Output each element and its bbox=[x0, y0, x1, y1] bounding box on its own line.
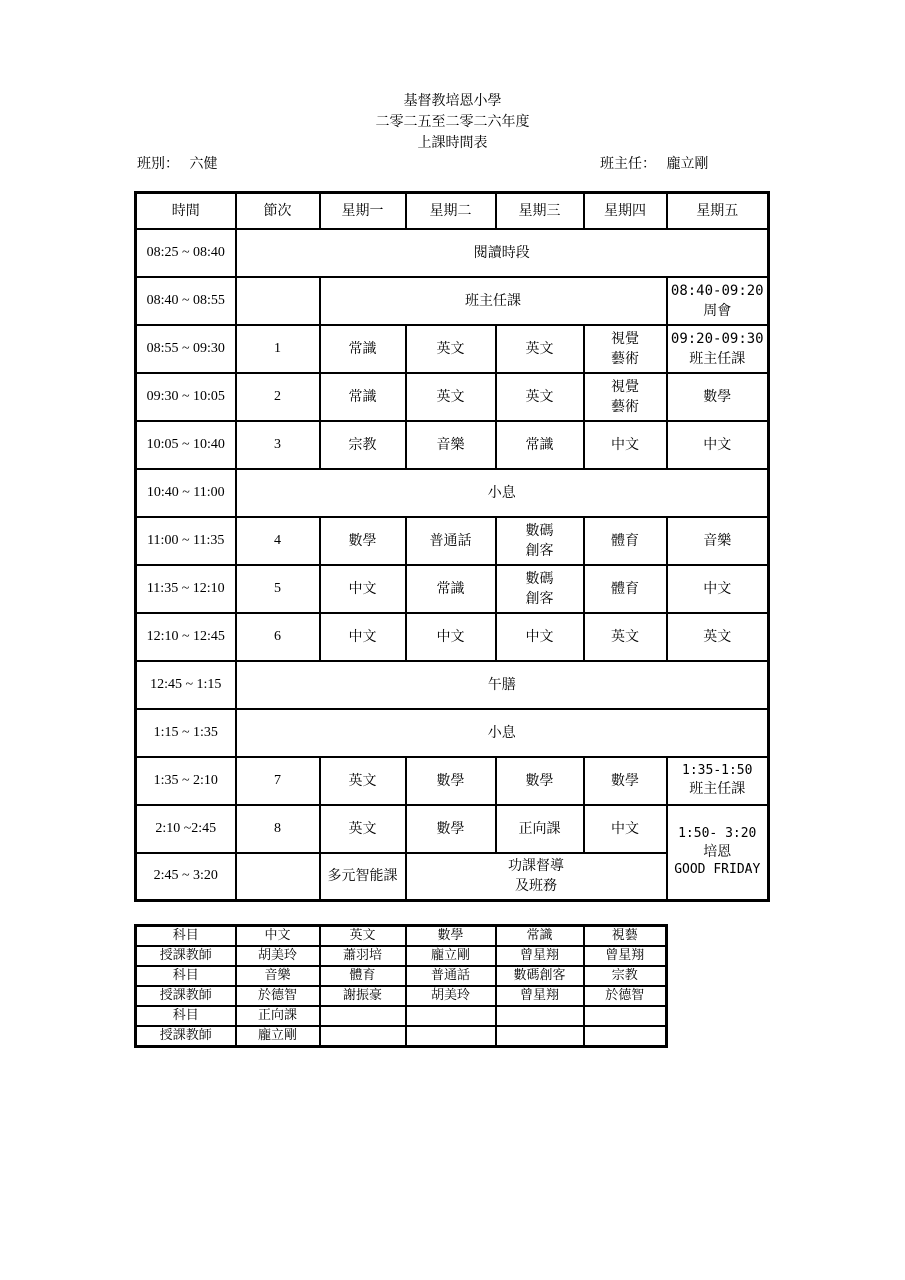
teacher-row bbox=[136, 946, 667, 966]
empty-cell bbox=[320, 1006, 406, 1026]
thu-line2: 藝術 bbox=[611, 350, 639, 367]
fri-label: 培恩 bbox=[703, 844, 732, 861]
tue-cell: 數學 bbox=[406, 805, 496, 853]
homework-line1: 功課督導 bbox=[508, 858, 564, 875]
tue-cell: 中文 bbox=[406, 613, 496, 661]
homework-line2: 及班務 bbox=[515, 878, 557, 895]
class-info bbox=[137, 153, 217, 173]
mon-cell: 常識 bbox=[320, 373, 406, 421]
empty-cell bbox=[496, 1026, 584, 1047]
reading-session-cell: 閱讀時段 bbox=[236, 229, 769, 277]
table-row bbox=[136, 709, 769, 757]
thu-cell: 中文 bbox=[584, 421, 667, 469]
table-row bbox=[136, 229, 769, 277]
thu-cell: 體育 bbox=[584, 565, 667, 613]
subject-label: 科目 bbox=[136, 926, 236, 947]
table-row bbox=[136, 805, 769, 853]
homeroom-cell: 班主任課 bbox=[320, 277, 667, 325]
fri-cell: 中文 bbox=[667, 565, 769, 613]
tue-cell: 數學 bbox=[406, 757, 496, 805]
wed-cell: 英文 bbox=[496, 373, 584, 421]
teacher-cell: 龐立剛 bbox=[406, 946, 496, 966]
time-cell: 08:40 ~ 08:55 bbox=[136, 277, 236, 325]
thu-line1: 視覺 bbox=[611, 330, 639, 347]
subject-cell: 正向課 bbox=[236, 1006, 320, 1026]
subject-cell: 數學 bbox=[406, 926, 496, 947]
recess-cell: 小息 bbox=[236, 709, 769, 757]
time-cell: 1:35 ~ 2:10 bbox=[136, 757, 236, 805]
mon-cell: 中文 bbox=[320, 613, 406, 661]
period-cell: 5 bbox=[236, 565, 320, 613]
homeroom-teacher-info bbox=[600, 153, 708, 173]
empty-cell bbox=[320, 1026, 406, 1047]
table-row bbox=[136, 613, 769, 661]
mon-cell: 數學 bbox=[320, 517, 406, 565]
wed-cell bbox=[496, 517, 584, 565]
fri-cell: 數學 bbox=[667, 373, 769, 421]
teacher-row bbox=[136, 986, 667, 1006]
col-header-time: 時間 bbox=[136, 193, 236, 229]
tue-cell: 英文 bbox=[406, 325, 496, 373]
wed-line2: 創客 bbox=[525, 590, 554, 607]
time-cell: 12:10 ~ 12:45 bbox=[136, 613, 236, 661]
empty-cell bbox=[496, 1006, 584, 1026]
teacher-cell: 曾星翔 bbox=[496, 986, 584, 1006]
time-cell: 12:45 ~ 1:15 bbox=[136, 661, 236, 709]
col-header-wed: 星期三 bbox=[496, 193, 584, 229]
time-cell: 08:25 ~ 08:40 bbox=[136, 229, 236, 277]
empty-cell bbox=[406, 1026, 496, 1047]
teacher-cell: 曾星翔 bbox=[496, 946, 584, 966]
tue-cell: 常識 bbox=[406, 565, 496, 613]
table-row bbox=[136, 373, 769, 421]
teacher-cell: 龐立剛 bbox=[236, 1026, 320, 1047]
fri-time: 09:20-09:30 bbox=[670, 330, 764, 347]
time-cell: 11:00 ~ 11:35 bbox=[136, 517, 236, 565]
table-row bbox=[136, 325, 769, 373]
period-cell bbox=[236, 853, 320, 901]
table-row bbox=[136, 469, 769, 517]
fri-label: 周會 bbox=[703, 302, 732, 319]
wed-cell bbox=[496, 565, 584, 613]
subject-cell: 英文 bbox=[320, 926, 406, 947]
time-cell: 11:35 ~ 12:10 bbox=[136, 565, 236, 613]
teacher-cell: 蕭羽培 bbox=[320, 946, 406, 966]
period-cell: 8 bbox=[236, 805, 320, 853]
fri-event: GOOD FRIDAY bbox=[674, 862, 761, 878]
table-row bbox=[136, 421, 769, 469]
period-cell: 6 bbox=[236, 613, 320, 661]
recess-cell: 小息 bbox=[236, 469, 769, 517]
teacher-cell: 謝振豪 bbox=[320, 986, 406, 1006]
subject-cell: 音樂 bbox=[236, 966, 320, 986]
tue-cell: 音樂 bbox=[406, 421, 496, 469]
teacher-value: 龐立剛 bbox=[666, 156, 709, 172]
empty-cell bbox=[584, 1026, 667, 1047]
wed-line1: 數碼 bbox=[525, 570, 554, 587]
time-cell: 10:05 ~ 10:40 bbox=[136, 421, 236, 469]
school-year: 二零二五至二零二六年度 bbox=[375, 114, 530, 130]
lunch-cell: 午膳 bbox=[236, 661, 769, 709]
mon-cell: 中文 bbox=[320, 565, 406, 613]
tue-cell: 英文 bbox=[406, 373, 496, 421]
teacher-label: 授課教師 bbox=[136, 986, 236, 1006]
col-header-mon: 星期一 bbox=[320, 193, 406, 229]
fri-cell bbox=[667, 325, 769, 373]
thu-cell bbox=[584, 325, 667, 373]
timetable bbox=[134, 191, 770, 902]
fri-cell bbox=[667, 757, 769, 805]
mon-cell: 多元智能課 bbox=[320, 853, 406, 901]
subject-cell: 宗教 bbox=[584, 966, 667, 986]
col-header-tue: 星期二 bbox=[406, 193, 496, 229]
thu-cell: 中文 bbox=[584, 805, 667, 853]
teacher-row bbox=[136, 1026, 667, 1047]
period-cell: 1 bbox=[236, 325, 320, 373]
class-value: 六健 bbox=[189, 156, 218, 172]
subject-cell: 體育 bbox=[320, 966, 406, 986]
teacher-cell: 胡美玲 bbox=[406, 986, 496, 1006]
tue-cell: 普通話 bbox=[406, 517, 496, 565]
thu-cell bbox=[584, 373, 667, 421]
wed-cell: 常識 bbox=[496, 421, 584, 469]
thu-line2: 藝術 bbox=[611, 398, 639, 415]
wed-line1: 數碼 bbox=[525, 522, 554, 539]
school-name: 基督教培恩小學 bbox=[403, 93, 502, 109]
table-row bbox=[136, 661, 769, 709]
thu-cell: 體育 bbox=[584, 517, 667, 565]
page-title: 上課時間表 bbox=[417, 135, 488, 151]
empty-cell bbox=[584, 1006, 667, 1026]
subject-row bbox=[136, 1006, 667, 1026]
period-cell: 2 bbox=[236, 373, 320, 421]
fri-time: 08:40-09:20 bbox=[670, 282, 764, 299]
table-row bbox=[136, 517, 769, 565]
fri-label: 班主任課 bbox=[689, 350, 746, 367]
time-cell: 2:10 ~2:45 bbox=[136, 805, 236, 853]
teacher-cell: 胡美玲 bbox=[236, 946, 320, 966]
time-cell: 2:45 ~ 3:20 bbox=[136, 853, 236, 901]
empty-cell bbox=[406, 1006, 496, 1026]
teacher-cell: 於德智 bbox=[584, 986, 667, 1006]
time-cell: 10:40 ~ 11:00 bbox=[136, 469, 236, 517]
wed-cell: 英文 bbox=[496, 325, 584, 373]
time-cell: 08:55 ~ 09:30 bbox=[136, 325, 236, 373]
teacher-cell: 於德智 bbox=[236, 986, 320, 1006]
teacher-label: 班主任： bbox=[600, 156, 656, 172]
subject-cell: 普通話 bbox=[406, 966, 496, 986]
teacher-label: 授課教師 bbox=[136, 946, 236, 966]
fri-time: 1:35-1:50 bbox=[682, 762, 753, 778]
period-cell: 3 bbox=[236, 421, 320, 469]
teacher-table bbox=[134, 924, 668, 1048]
teacher-cell: 曾星翔 bbox=[584, 946, 667, 966]
subject-row bbox=[136, 966, 667, 986]
subject-row bbox=[136, 926, 667, 947]
fri-cell: 音樂 bbox=[667, 517, 769, 565]
fri-cell bbox=[667, 277, 769, 325]
period-cell: 4 bbox=[236, 517, 320, 565]
table-row bbox=[136, 565, 769, 613]
subject-label: 科目 bbox=[136, 966, 236, 986]
teacher-label: 授課教師 bbox=[136, 1026, 236, 1047]
wed-cell: 中文 bbox=[496, 613, 584, 661]
col-header-period: 節次 bbox=[236, 193, 320, 229]
time-cell: 09:30 ~ 10:05 bbox=[136, 373, 236, 421]
fri-label: 班主任課 bbox=[689, 780, 746, 797]
class-label: 班別： bbox=[137, 156, 179, 172]
mon-cell: 宗教 bbox=[320, 421, 406, 469]
fri-cell: 英文 bbox=[667, 613, 769, 661]
thu-cell: 英文 bbox=[584, 613, 667, 661]
col-header-fri: 星期五 bbox=[667, 193, 769, 229]
subject-cell: 數碼創客 bbox=[496, 966, 584, 986]
mon-cell: 常識 bbox=[320, 325, 406, 373]
mon-cell: 英文 bbox=[320, 757, 406, 805]
fri-good-friday-cell bbox=[667, 805, 769, 901]
wed-line2: 創客 bbox=[525, 542, 554, 559]
period-cell bbox=[236, 277, 320, 325]
subject-cell: 常識 bbox=[496, 926, 584, 947]
thu-line1: 視覺 bbox=[611, 378, 639, 395]
wed-cell: 數學 bbox=[496, 757, 584, 805]
subject-cell: 視藝 bbox=[584, 926, 667, 947]
mon-cell: 英文 bbox=[320, 805, 406, 853]
fri-time: 1:50- 3:20 bbox=[678, 826, 757, 842]
table-row bbox=[136, 277, 769, 325]
time-cell: 1:15 ~ 1:35 bbox=[136, 709, 236, 757]
period-cell: 7 bbox=[236, 757, 320, 805]
fri-cell: 中文 bbox=[667, 421, 769, 469]
table-row bbox=[136, 757, 769, 805]
subject-label: 科目 bbox=[136, 1006, 236, 1026]
col-header-thu: 星期四 bbox=[584, 193, 667, 229]
header-row bbox=[136, 193, 769, 229]
thu-cell: 數學 bbox=[584, 757, 667, 805]
wed-cell: 正向課 bbox=[496, 805, 584, 853]
subject-cell: 中文 bbox=[236, 926, 320, 947]
homework-cell bbox=[406, 853, 667, 901]
